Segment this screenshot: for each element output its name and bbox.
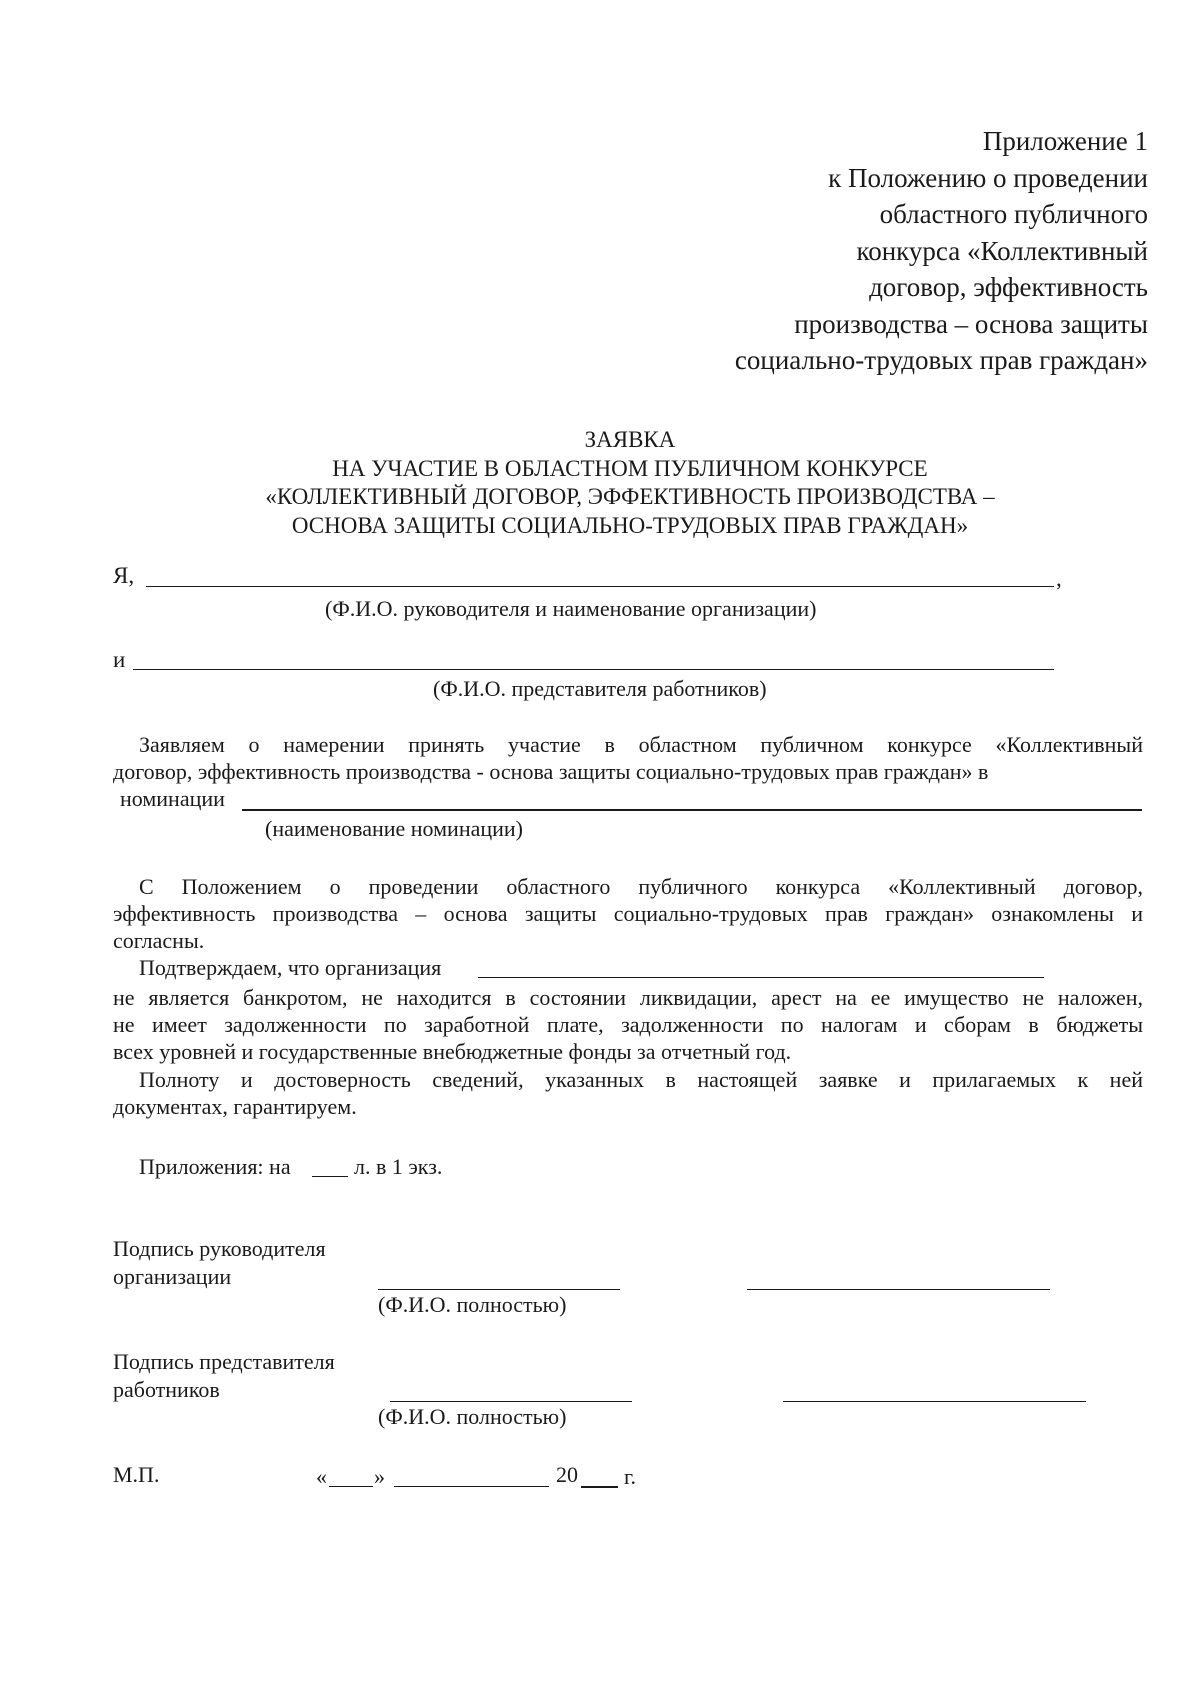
paragraph-text: эффективность производства – основа защиты социально-трудовых прав граждан» ознакомлены и	[113, 901, 1143, 926]
date-year-prefix: 20	[556, 1462, 578, 1487]
appendix-line: к Положению о проведении	[828, 162, 1148, 193]
representative-prefix: и	[113, 647, 126, 672]
applicant-prefix: Я,	[113, 563, 135, 588]
title-line: «КОЛЛЕКТИВНЫЙ ДОГОВОР, ЭФФЕКТИВНОСТЬ ПРОИЗВОДСТВА –	[265, 484, 995, 509]
appendix-line: социально-трудовых прав граждан»	[734, 345, 1148, 375]
head-signature-label: Подпись руководителя	[113, 1236, 326, 1261]
confirmation-prefix: Подтверждаем, что организация	[139, 955, 442, 980]
applicant-suffix: ,	[1056, 566, 1062, 591]
status-paragraph	[113, 984, 1143, 1065]
guarantee-paragraph	[113, 1066, 1143, 1120]
date-day-field[interactable]	[329, 1486, 373, 1487]
appendix-reference	[735, 123, 1148, 379]
organization-name-field[interactable]	[478, 977, 1044, 978]
representative-signature-label: работников	[113, 1377, 220, 1402]
date-close-quote: »	[374, 1464, 385, 1489]
title-line: ОСНОВА ЗАЩИТЫ СОЦИАЛЬНО-ТРУДОВЫХ ПРАВ ГРАЖДАН»	[291, 512, 969, 538]
appendix-line: Приложение 1	[982, 126, 1148, 156]
representative-signature-label: Подпись представителя	[113, 1349, 335, 1374]
stamp-label: М.П.	[113, 1462, 160, 1487]
date-year-field[interactable]	[581, 1486, 618, 1488]
head-signature-field[interactable]	[378, 1289, 620, 1290]
paragraph-text: всех уровней и государственные внебюджетные фонды за отчетный год.	[113, 1039, 792, 1064]
attachments-suffix: л. в 1 экз.	[354, 1154, 443, 1179]
applicant-caption: (Ф.И.О. руководителя и наименование организации)	[325, 596, 817, 621]
statement-text: договор, эффективность производства - основа защиты социально-трудовых прав граждан» в	[113, 759, 989, 784]
applicant-name-field[interactable]	[146, 586, 1054, 587]
head-signature-label: организации	[113, 1264, 232, 1289]
statement-text: Заявляем о намерении принять участие в областном публичном конкурсе «Коллективный	[139, 732, 1143, 757]
statement-text: номинации	[120, 786, 225, 811]
appendix-line: областного публичного	[879, 199, 1148, 229]
paragraph-text: С Положением о проведении областного публичного конкурса «Коллективный договор,	[139, 874, 1143, 899]
attachments-prefix: Приложения: на	[139, 1154, 291, 1179]
paragraph-text: документах, гарантируем.	[113, 1094, 357, 1119]
paragraph-text: Полноту и достоверность сведений, указанных в настоящей заявке и прилагаемых к ней	[139, 1067, 1143, 1092]
nomination-caption: (наименование номинации)	[265, 816, 524, 841]
appendix-line: договор, эффективность	[869, 272, 1148, 302]
title-line: ЗАЯВКА	[584, 427, 676, 452]
head-name-caption: (Ф.И.О. полностью)	[378, 1292, 567, 1317]
date-open-quote: «	[316, 1464, 327, 1489]
date-month-field[interactable]	[394, 1486, 549, 1487]
representative-signature-field[interactable]	[390, 1401, 632, 1402]
representative-caption: (Ф.И.О. представителя работников)	[433, 676, 767, 701]
appendix-line: производства – основа защиты	[794, 308, 1148, 339]
statement-paragraph	[113, 731, 1143, 812]
title-line: НА УЧАСТИЕ В ОБЛАСТНОМ ПУБЛИЧНОМ КОНКУРСЕ	[332, 455, 928, 481]
paragraph-text: не является банкротом, не находится в состоянии ликвидации, арест на ее имущество не наложен,	[113, 985, 1143, 1010]
head-name-field[interactable]	[747, 1289, 1050, 1290]
representative-name-caption: (Ф.И.О. полностью)	[378, 1404, 567, 1429]
attachments-pages-field[interactable]	[312, 1176, 348, 1177]
nomination-field[interactable]	[242, 809, 1142, 811]
date-year-suffix: г.	[624, 1464, 637, 1489]
appendix-line: конкурса «Коллективный	[856, 235, 1148, 266]
paragraph-text: согласны.	[113, 928, 205, 953]
representative-name-field[interactable]	[133, 669, 1054, 670]
paragraph-text: не имеет задолженности по заработной плате, задолженности по налогам и сборам в бюджеты	[113, 1012, 1143, 1037]
representative-full-name-field[interactable]	[783, 1401, 1086, 1402]
acknowledgement-paragraph	[113, 873, 1143, 954]
document-title	[0, 426, 1200, 540]
